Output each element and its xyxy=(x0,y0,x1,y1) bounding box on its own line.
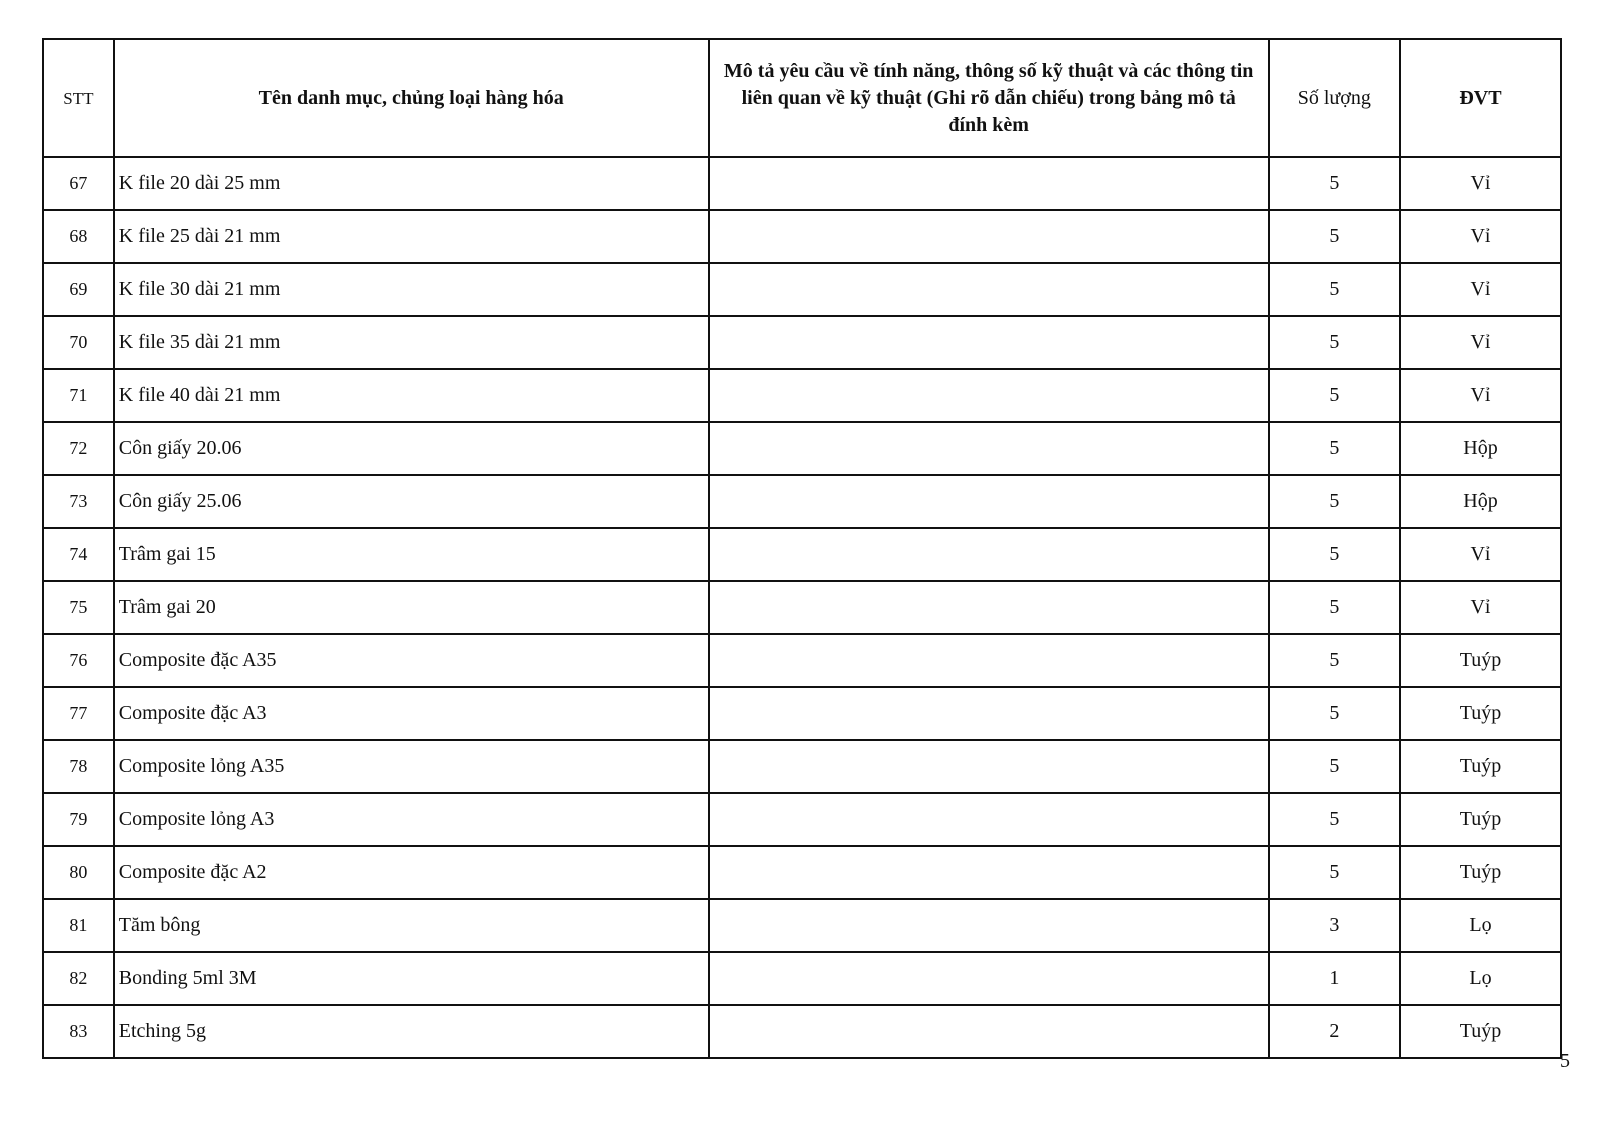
cell-item-name: Tăm bông xyxy=(114,899,709,952)
cell-stt: 71 xyxy=(43,369,114,422)
cell-stt: 79 xyxy=(43,793,114,846)
cell-description xyxy=(709,899,1269,952)
cell-stt: 69 xyxy=(43,263,114,316)
cell-quantity: 5 xyxy=(1269,210,1400,263)
cell-description xyxy=(709,210,1269,263)
table-body xyxy=(43,157,1561,1058)
table-row xyxy=(43,475,1561,528)
cell-item-name: Trâm gai 15 xyxy=(114,528,709,581)
cell-item-name: K file 35 dài 21 mm xyxy=(114,316,709,369)
header-row xyxy=(43,39,1561,157)
goods-table xyxy=(42,38,1562,1059)
cell-item-name: K file 40 dài 21 mm xyxy=(114,369,709,422)
cell-unit: Lọ xyxy=(1400,899,1561,952)
cell-stt: 76 xyxy=(43,634,114,687)
cell-quantity: 5 xyxy=(1269,846,1400,899)
cell-item-name: K file 25 dài 21 mm xyxy=(114,210,709,263)
cell-quantity: 5 xyxy=(1269,422,1400,475)
cell-description xyxy=(709,263,1269,316)
table-row xyxy=(43,899,1561,952)
cell-stt: 77 xyxy=(43,687,114,740)
cell-unit: Tuýp xyxy=(1400,846,1561,899)
table-row xyxy=(43,369,1561,422)
cell-stt: 74 xyxy=(43,528,114,581)
cell-unit: Tuýp xyxy=(1400,634,1561,687)
cell-stt: 80 xyxy=(43,846,114,899)
cell-item-name: Composite lỏng A3 xyxy=(114,793,709,846)
table-row xyxy=(43,846,1561,899)
table-row xyxy=(43,793,1561,846)
table-row xyxy=(43,1005,1561,1058)
cell-stt: 70 xyxy=(43,316,114,369)
cell-stt: 83 xyxy=(43,1005,114,1058)
cell-stt: 81 xyxy=(43,899,114,952)
cell-quantity: 5 xyxy=(1269,687,1400,740)
cell-stt: 67 xyxy=(43,157,114,210)
cell-quantity: 5 xyxy=(1269,740,1400,793)
header-stt: STT xyxy=(43,39,114,157)
cell-unit: Vỉ xyxy=(1400,581,1561,634)
cell-description xyxy=(709,157,1269,210)
cell-quantity: 5 xyxy=(1269,793,1400,846)
cell-item-name: Composite đặc A35 xyxy=(114,634,709,687)
cell-unit: Vỉ xyxy=(1400,157,1561,210)
table-row xyxy=(43,316,1561,369)
cell-description xyxy=(709,422,1269,475)
cell-quantity: 3 xyxy=(1269,899,1400,952)
cell-item-name: Composite lỏng A35 xyxy=(114,740,709,793)
cell-unit: Vỉ xyxy=(1400,210,1561,263)
table-row xyxy=(43,634,1561,687)
cell-stt: 72 xyxy=(43,422,114,475)
cell-stt: 82 xyxy=(43,952,114,1005)
cell-description xyxy=(709,316,1269,369)
table-row xyxy=(43,740,1561,793)
cell-unit: Vỉ xyxy=(1400,528,1561,581)
cell-description xyxy=(709,1005,1269,1058)
page-number: 5 xyxy=(1560,1050,1570,1072)
header-unit: ĐVT xyxy=(1400,39,1561,157)
table-row xyxy=(43,210,1561,263)
cell-unit: Vỉ xyxy=(1400,263,1561,316)
header-quantity: Số lượng xyxy=(1269,39,1400,157)
cell-stt: 78 xyxy=(43,740,114,793)
cell-unit: Tuýp xyxy=(1400,1005,1561,1058)
cell-item-name: Etching 5g xyxy=(114,1005,709,1058)
cell-unit: Hộp xyxy=(1400,422,1561,475)
table-row xyxy=(43,687,1561,740)
cell-quantity: 5 xyxy=(1269,263,1400,316)
table-header xyxy=(43,39,1561,157)
cell-description xyxy=(709,687,1269,740)
table-row xyxy=(43,157,1561,210)
cell-quantity: 5 xyxy=(1269,157,1400,210)
cell-quantity: 2 xyxy=(1269,1005,1400,1058)
cell-unit: Vỉ xyxy=(1400,316,1561,369)
cell-item-name: Composite đặc A3 xyxy=(114,687,709,740)
table-row xyxy=(43,528,1561,581)
cell-quantity: 5 xyxy=(1269,581,1400,634)
cell-quantity: 5 xyxy=(1269,528,1400,581)
cell-description xyxy=(709,634,1269,687)
header-name: Tên danh mục, chủng loại hàng hóa xyxy=(114,39,709,157)
cell-description xyxy=(709,793,1269,846)
cell-quantity: 5 xyxy=(1269,634,1400,687)
cell-item-name: Composite đặc A2 xyxy=(114,846,709,899)
cell-description xyxy=(709,475,1269,528)
table-row xyxy=(43,581,1561,634)
cell-unit: Hộp xyxy=(1400,475,1561,528)
cell-quantity: 1 xyxy=(1269,952,1400,1005)
cell-item-name: Trâm gai 20 xyxy=(114,581,709,634)
cell-quantity: 5 xyxy=(1269,316,1400,369)
cell-unit: Vỉ xyxy=(1400,369,1561,422)
cell-description xyxy=(709,846,1269,899)
cell-item-name: Côn giấy 25.06 xyxy=(114,475,709,528)
table-row xyxy=(43,263,1561,316)
cell-quantity: 5 xyxy=(1269,369,1400,422)
cell-description xyxy=(709,528,1269,581)
cell-item-name: K file 20 dài 25 mm xyxy=(114,157,709,210)
cell-stt: 73 xyxy=(43,475,114,528)
cell-unit: Tuýp xyxy=(1400,687,1561,740)
cell-stt: 75 xyxy=(43,581,114,634)
cell-item-name: K file 30 dài 21 mm xyxy=(114,263,709,316)
cell-stt: 68 xyxy=(43,210,114,263)
cell-item-name: Bonding 5ml 3M xyxy=(114,952,709,1005)
cell-item-name: Côn giấy 20.06 xyxy=(114,422,709,475)
cell-quantity: 5 xyxy=(1269,475,1400,528)
table-row xyxy=(43,952,1561,1005)
cell-description xyxy=(709,952,1269,1005)
cell-unit: Tuýp xyxy=(1400,740,1561,793)
cell-unit: Tuýp xyxy=(1400,793,1561,846)
header-description: Mô tả yêu cầu về tính năng, thông số kỹ thuật và các thông tin liên quan về kỹ thuật (Ghi rõ dẫn chiếu) trong bảng mô tả đính kèm xyxy=(709,39,1269,157)
cell-description xyxy=(709,581,1269,634)
cell-unit: Lọ xyxy=(1400,952,1561,1005)
cell-description xyxy=(709,369,1269,422)
table-row xyxy=(43,422,1561,475)
cell-description xyxy=(709,740,1269,793)
